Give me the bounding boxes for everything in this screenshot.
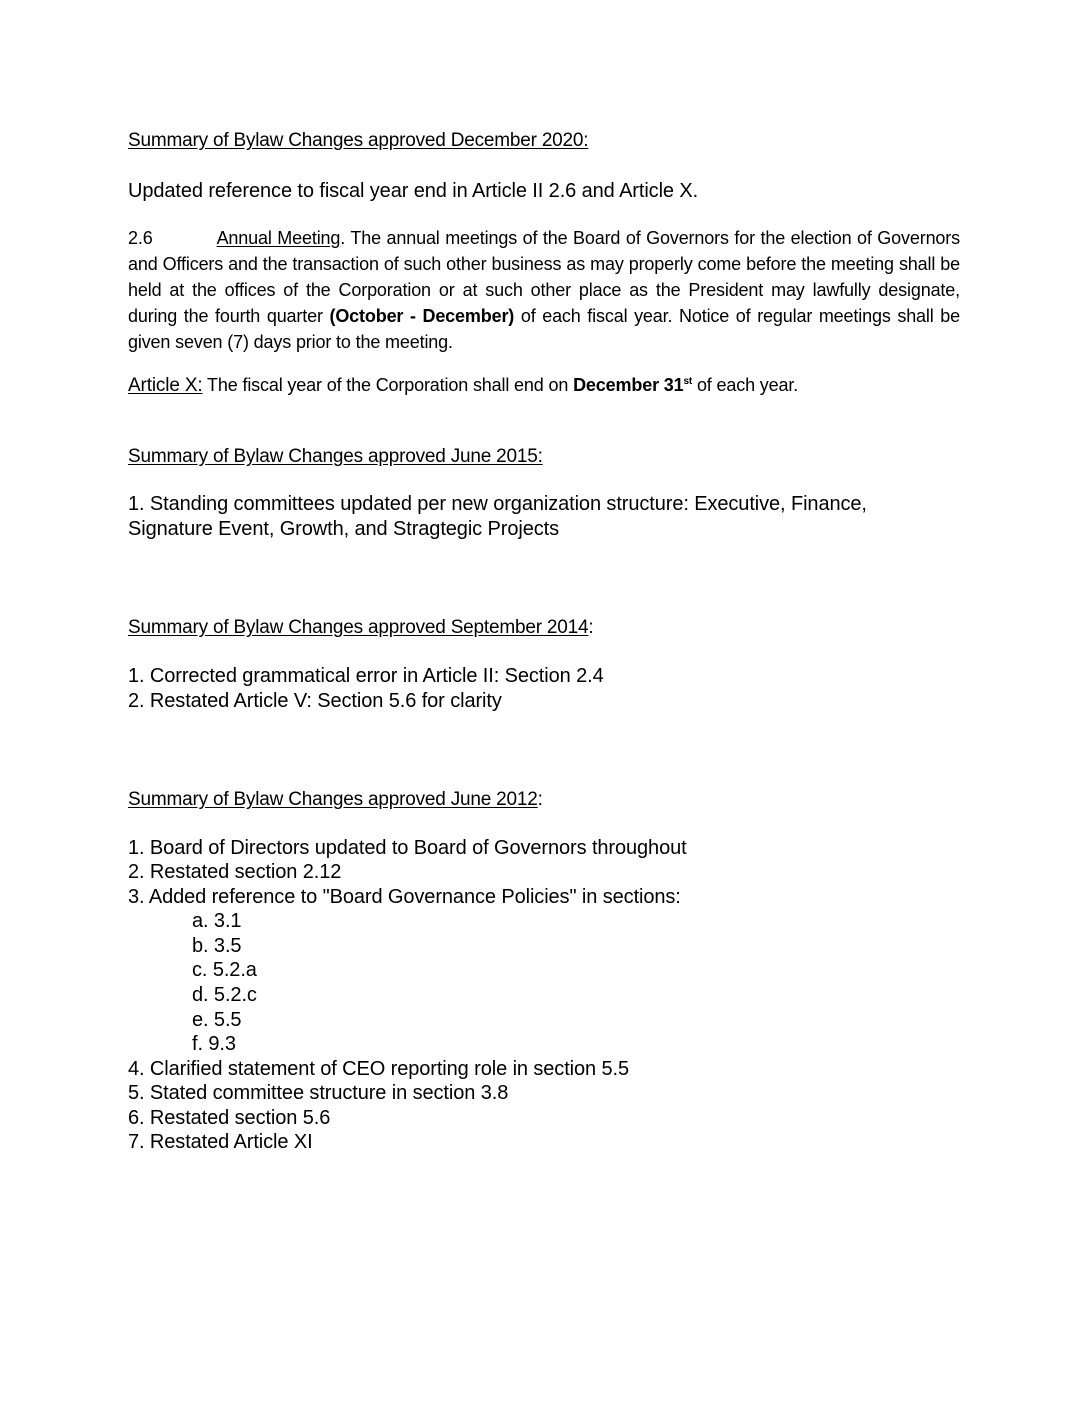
list-item: 1. Standing committees updated per new organization structure: Executive, Finance, — [128, 493, 867, 515]
list-item: 6. Restated section 5.6 — [128, 1107, 331, 1129]
list-item: 7. Restated Article XI — [128, 1131, 313, 1153]
article-x-sup: st — [683, 376, 693, 387]
section-heading-sep-2014 — [128, 617, 593, 639]
article-x-text-after: of each year. — [692, 375, 799, 395]
list-item: 1. Corrected grammatical error in Article II: Section 2.4 — [128, 665, 604, 687]
list-item: Signature Event, Growth, and Stragtegic Projects — [128, 518, 559, 540]
list-item: 3. Added reference to "Board Governance Policies" in sections: — [128, 886, 681, 908]
article-x-label: Article X: — [128, 375, 203, 396]
heading-colon: : — [588, 617, 594, 638]
section-heading-dec-2020: Summary of Bylaw Changes approved December 2020: — [128, 130, 589, 151]
clause-bold-quarter: (October - December) — [329, 306, 515, 326]
clause-number: 2.6 — [128, 228, 153, 248]
list-item: 4. Clarified statement of CEO reporting role in section 5.5 — [128, 1058, 630, 1080]
sub-list-item: a. 3.1 — [192, 910, 242, 932]
list-item: 2. Restated section 2.12 — [128, 861, 342, 883]
clause-title: Annual Meeting — [216, 228, 341, 248]
heading-text: Summary of Bylaw Changes approved September 2014 — [128, 617, 589, 638]
article-x-line — [128, 375, 798, 397]
list-item: 5. Stated committee structure in section 3.8 — [128, 1082, 509, 1104]
clause-2-6-paragraph — [128, 225, 960, 355]
sub-list-item: f. 9.3 — [192, 1033, 236, 1055]
heading-colon: : — [537, 789, 543, 810]
sub-list-item: c. 5.2.a — [192, 959, 257, 981]
article-x-text-before: The fiscal year of the Corporation shall end on — [202, 375, 574, 395]
list-item: 2. Restated Article V: Section 5.6 for clarity — [128, 690, 502, 712]
section-intro-dec-2020: Updated reference to fiscal year end in Article II 2.6 and Article X. — [128, 180, 699, 202]
section-heading-jun-2015: Summary of Bylaw Changes approved June 2015: — [128, 446, 543, 467]
sub-list-item: e. 5.5 — [192, 1009, 242, 1031]
clause-text-after: of each fiscal year. Notice of regular meetings shall be given seven (7) days prior to the meeting. — [128, 306, 960, 352]
sub-list-item: d. 5.2.c — [192, 984, 257, 1006]
sub-list-item: b. 3.5 — [192, 935, 242, 957]
heading-text: Summary of Bylaw Changes approved June 2012 — [128, 789, 538, 810]
clause-text-before: . The annual meetings of the Board of Governors for the election of Governors and Officers and the transaction of such other business as may properly come before the meeting shall be held at the offices of the Corporation or at such other place as the President may lawfully designate, during the fourth quarter — [128, 228, 960, 326]
article-x-date: December 31 — [573, 375, 684, 395]
list-item: 1. Board of Directors updated to Board of Governors throughout — [128, 837, 687, 859]
section-heading-jun-2012 — [128, 789, 543, 811]
